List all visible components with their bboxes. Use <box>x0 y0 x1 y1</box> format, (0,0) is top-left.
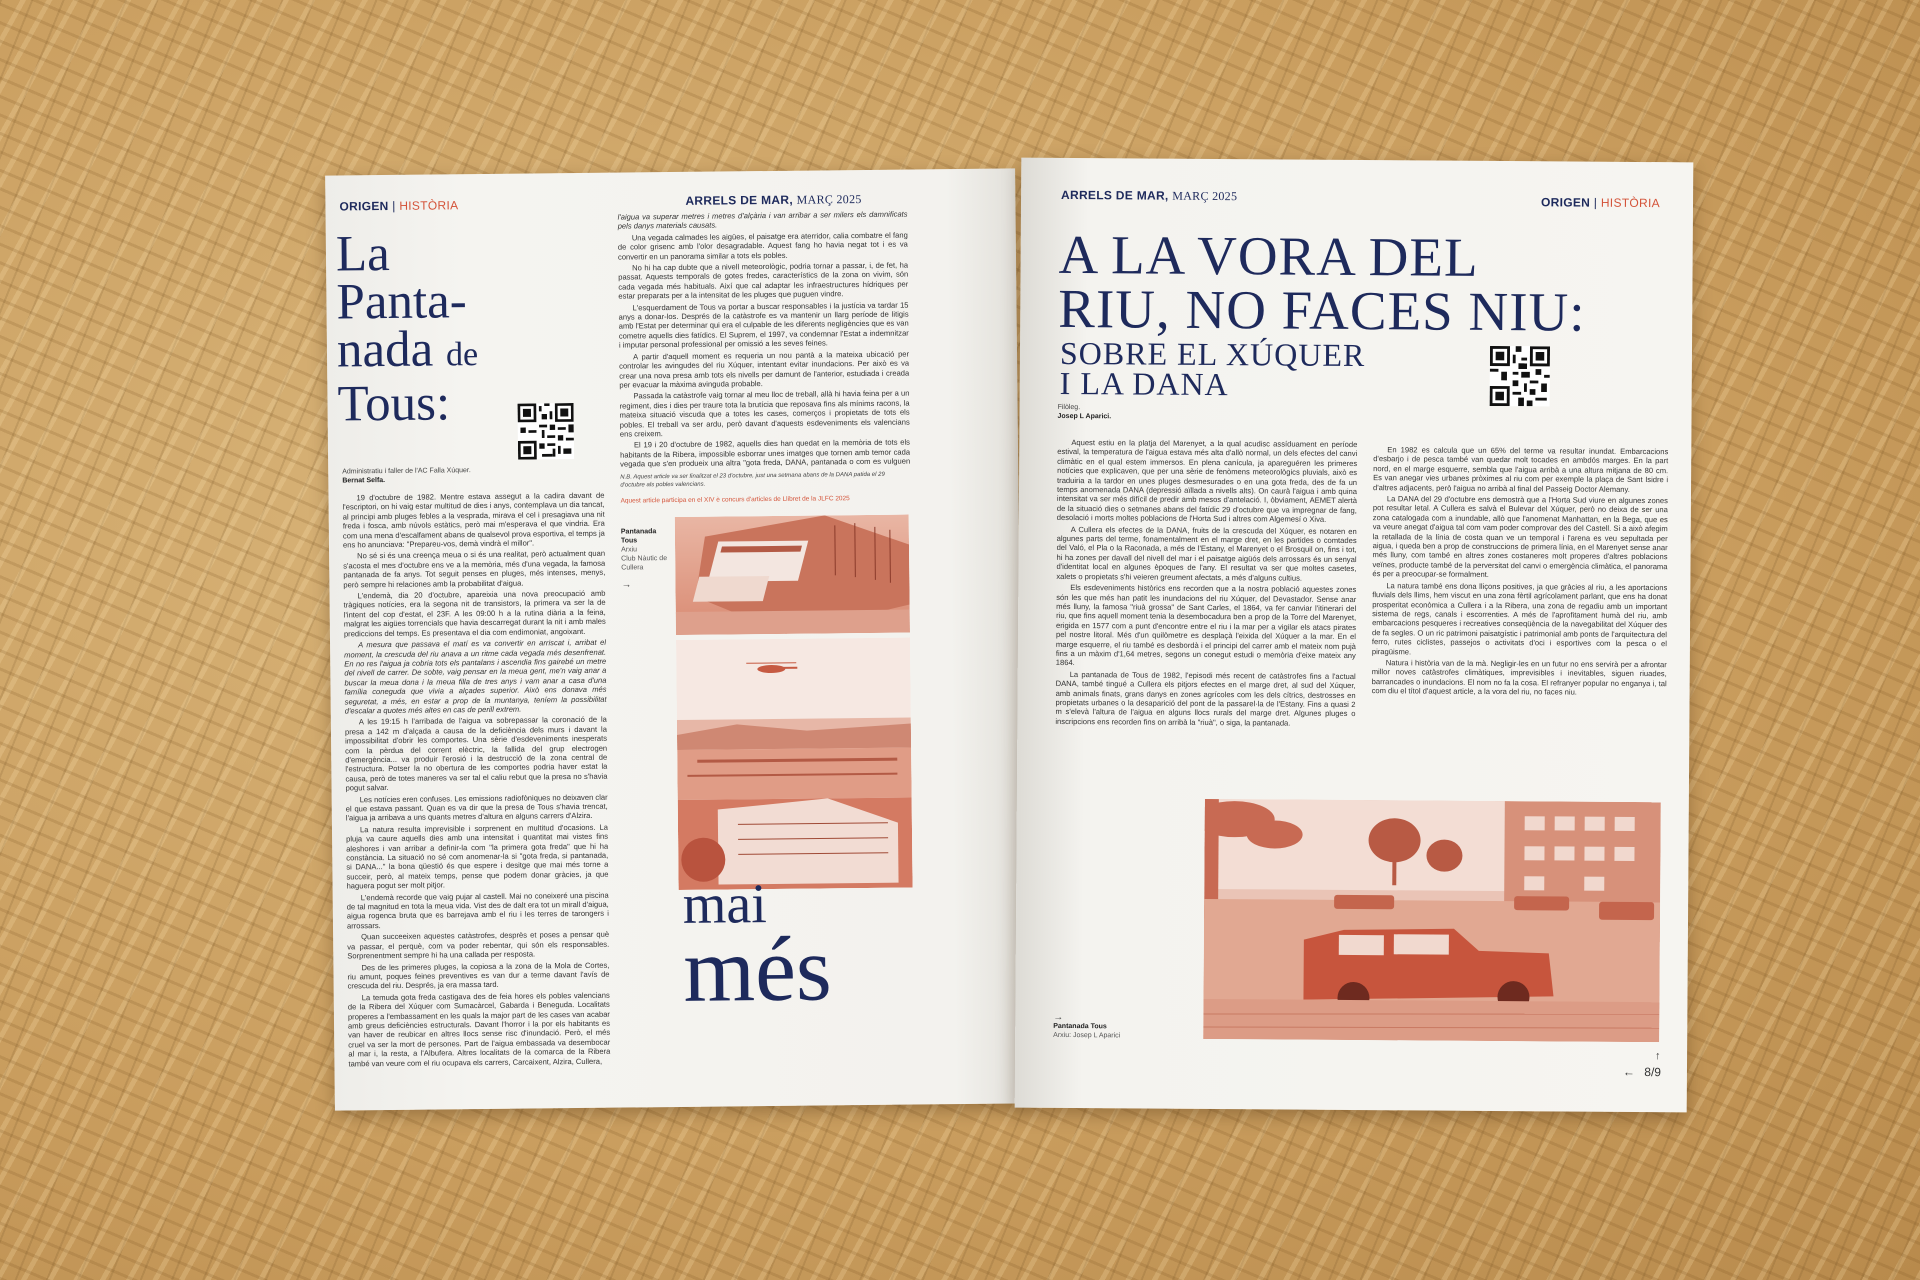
page-number: 8/9 <box>1644 1065 1662 1080</box>
photo-caption: → Pantanada Tous Arxiu: Josep L Aparici <box>1053 1011 1121 1040</box>
article-column-2: En 1982 es calcula que un 65% del terme va resultar inundat. Embarcacions d'esbarjo i de pesca també van quedar molt tocades en ambdós marges. En la part nord, en el marge esquerre, sembla que l'aigua arribà a una altura mitjana de 80 cm. Es van anegar vies urbanes pròximes al riu com per exemple la plaça de Sant Isidre i d'altres adjacents, però l'aigua no arribà al final del Passeig Doctor Alemany. La DANA del 29 d'octubre ens demostrà que a l'Horta Sud viure en algunes zones pot resultar letal. A Cullera es salvà el Bulevar del Xúquer, però no deixa de ser una zona catalogada com a inundable, allò que l'anomenat Manhattan, en la Bega, que es va veure anegat d'aigua tal com vam poder comprovar des del Castell. Si a això afegim la retallada de la línia de costa quan ve un temporal i l'arena es veu sepultada per aigua, i queda ben a prop de construccions de primera línia, en el Marenyet sense anar més lluny, com també en altres zones costaneres molt properes d'altres poblacions veïnes, producte també de la perversitat del canvi o emergència climàtica, el panorama és per a preocupar-se formalment. La natura també ens dona lliçons positives, ja que gràcies al riu, a les aportacions fluvials dels llims, hem viscut en una zona fèrtil agrícolament parlant, que ens ha donat prosperitat econòmica a Cullera i a la Ribera, una zona de regadiu amb un important sistema de regs, canals i escorrenties. A més de l'aprofitament humà del riu, amb embarcacions pesqueres i recreatives conseqüència de la navegabilitat del Xúquer des de fa segles. O un ric patrimoni paisatgístic i patrimonial amb ponts de l'arquitectura del ferro, rutes ciclistes, passejos o activitats d'oci i esportives com la pesca o el piragüisme. Natura i història van de la mà. Negligir-les en un futur no ens servirà per a afrontar millor noves catàstrofes climàtiques, imprevisibles i inevitables, siguen riuades, barrancades o inundacions. El nom no fa la cosa. El refranyer popular no enganya i, tal com diu el títol d'aquest article, a la vora del riu, no faces niu. <box>1371 445 1669 697</box>
arrow-up-icon[interactable]: ↑ <box>1655 1050 1661 1063</box>
flooded-harbour-photo <box>675 515 910 635</box>
page-title: A LA VORA DEL RIU, NO FACES NIU: <box>1058 223 1586 343</box>
author-block: Filòleg. Josep L Aparici. <box>1057 403 1112 421</box>
page-subtitle: SOBRE EL XÚQUER I LA DANA <box>1059 334 1366 403</box>
page-navigation <box>1623 1065 1661 1079</box>
section-label: ORIGEN | HISTÒRIA <box>339 198 459 214</box>
left-page <box>325 168 1025 1110</box>
page-title: La Panta- nada de Tous: <box>335 225 479 433</box>
arrow-left-icon[interactable]: ← <box>1622 1064 1636 1079</box>
author-block: Administratiu i faller de l'AC Falla Xúquer. Bernat Selfa. <box>342 467 471 485</box>
qr-code-icon[interactable] <box>1490 346 1550 406</box>
helicopter-flood-photo <box>676 638 913 890</box>
article-column-1: Aquest estiu en la platja del Marenyet, a la qual acudisc assíduament en període estival, la temperatura de l'aigua estava més alta d'allò normal, un dels efectes del canvi climàtic en el qual estem immersos. En plena canícula, ja apareguéren les primeres notícies que explicaven, que per una sèrie de fenòmens meteorològics pluvials, això es traduiria a la tardor en unes pluges desmesurades o en una gota freda, des de fa un temps anomenada DANA (depressió aïllada a nivells alts). On caurà l'aigua i amb quina intensitat va ser més difícil de predir amb mesos d'antelació. I, òbviament, AEMET alertà de la situació dies o setmanes abans del fatídic 29 d'octubre que va impregnar de fang, desolació i morts moltes poblacions de l'Horta Sud i altres com Algemesí o Xiva. A Cullera els efectes de la DANA, fruits de la crescuda del Xúquer, es notaren en algunes parts del terme, fonamentalment en el marge dret, en les partides o comtades del Való, el Pla o la Raconada, a més de l'Estany, el Marenyet o el Brosquil on, fins i tot, hi ha zones per davall del nivell del mar i el paisatge aigüós dels arrossars és un senyal d'identitat local en algunes èpoques de l'any. El resultat va ser que moltes casetes, xalets o propietats s'hi veieren greument afectats, a més d'alguns cultius. Els esdeveniments històrics ens recorden que a la nostra població aquestes zones són les que més han patit les inundacions del riu Xúquer, del Devastador. Sense anar més lluny, la famosa "riuà grossa" de Sant Carles, el 1864, va fer canviar l'itinerari del riu, que fins aquell moment tenia la desembocadura ben a prop de la Torre del Marenyet, erigida en 1577 com a punt d'encontre entre el riu i la mar per a vigilar els atacs pirates pel nostre litoral. Més d'un quilòmetre es desplaçà l'eixida del Xúquer a la mar. En el marge esquerre, el riu també es desbordà i el principi del carrer amb el mateix nom pujà fins a un màxim d'1,64 metres, segons un conegut estudi o memòria d'eixe mateix any 1864. La pantanada de Tous de 1982, l'episodi més recent de catàstrofes fins a l'actual DANA, també tingué a Cullera els pitjors efectes en el marge dret, al sud del Xúquer, amb animals finats, grans danys en zones agrícoles com les dels cítrics, destrosses en propietats urbanes o la desaparició del pont de la passarel·la de l'Estany. Fins a quasi 2 m s'elevà l'altura de l'aigua en alguns llocs rurals del marge dret. Algunes pluges o inscripcions ens recorden fins on arribà la "riuà", o siga, la pantanada. <box>1055 438 1358 728</box>
photo-caption: Pantanada Tous Arxiu Club Nàutic de Cullera → <box>620 528 668 591</box>
right-page <box>1015 158 1694 1113</box>
article-column-2: l'aigua va superar metres i metres d'alçària i van arribar a ser milers els damnificats pels danys materials causats. Una vegada calmades les aigües, el paisatge era aterridor, calia combatre el fang de color grisenc amb l'olor desagradable. Aquest fang ho havia negat tot i es va convertir en un panorama similar a tots els pobles. No hi ha cap dubte que a nivell meteorològic, podria tornar a passar, i, de fet, ha passat. Aquests temporals de gotes fredes, característics de la zona on vivim, són cada vegada més habituals. Així que cal adaptar les infraestructures hídriques per estar preparats per a la intensitat de les pluges que puguen vindre. L'esquerdament de Tous va portar a buscar responsables i la justícia va tardar 15 anys a donar-los. Després de la catàstrofe es va mantenir un llarg període de litigis amb l'Estat per determinar qui era el culpable de les diferents negligències que es van cometre aquells dies fatídics. El Suprem, el 1997, va condemnar l'Estat a indemnitzar i imputar personal professional per omissió a les seves feines. A partir d'aquell moment es requeria un nou pantà a la mateixa ubicació per controlar les avingudes del riu Xúquer, intentant evitar inundacions. Per això es va crear una nova presa amb tots els nivells per damunt de l'anterior, estudiada i creada per evacuar la màxima avinguda probable. Passada la catàstrofe vaig tornar al meu lloc de treball, allà hi havia feina per a un regiment, dies i dies per traure tota la brutícia que reposava fins als mínims racons, la mateixa situació viscuda que a totes les cases, comerços i propietats de tots els pobles. El treball va ser ardu, però davant d'aquests esdeveniments els valencians ens creixem. El 19 i 20 d'octubre de 1982, aquells dies han quedat en la memòria de tots els habitants de la Ribera, impossible esborrar unes imatges que tornen amb temor cada vegada que s'en produeix una altra "gota freda, DANA, pantanada o com es vulguen <box>617 209 911 469</box>
flooded-street-photo <box>1203 799 1661 1042</box>
tagline-mai: mai <box>682 873 768 936</box>
tagline-mes: més <box>682 917 833 1021</box>
publication-header: ARRELS DE MAR, MARÇ 2025 <box>685 192 862 208</box>
footnote: N.B. Aquest article va ser finalitzat el 23 d'octubre, just una setmana abans de la DANA patida el 29 d'octubre als pobles valencians. <box>620 471 885 489</box>
contest-note: Aquest article participa en el XIV è concurs d'articles de Llibret de la JLFC 2025 <box>620 495 850 505</box>
article-column-1: 19 d'octubre de 1982. Mentre estava assegut a la cadira davant de l'escriptori, on hi vaig estar multitud de dies i anys, contemplava un dia tancat, al principi amb pluges febles a la vesprada, mirava el cel i presagiava una nit freda i fosca, amb núvols estàtics, però mai m'esperava el que vindria. Era com una mena d'escalfament abans de qualsevol prova esportiva, el temps ja ens ho anunciava: "Prepareu-vos, demà vindrà el millor". No sé si és una creença meua o si és una realitat, però actualment quan s'acosta el mes d'octubre ens ve a la memòria, més d'una vegada, la famosa pantanada de fa anys. Tot seguit penses en pluges, més intenses, menys, però sempre hi relaciones amb la probabilitat d'aigua. L'endemà, dia 20 d'octubre, apareixia una nova preocupació amb tràgiques notícies, era la segona nit de transistors, la primera va ser la de l'intent del cop d'estat, el 23F. A les 09:00 h a la rutina diària a la feina, malgrat les aigües torrencials que havia descarregat durant la nit i amb males prediccions del temps. Es presentava el dia com endimoniat, angoixant. A mesura que passava el matí es va convertir en arriscat i, arribat el moment, la crescuda del riu anava a un ritme cada vegada més desenfrenat. En no res l'aigua ja cobria tots els pantalans i ascendia fins gairebé un metre del nivell de carrer. De sobte, vaig pensar en la meua gent, me'n vaig anar a buscar la meua dona i la meua filla de tres anys i vam anar a casa d'una família coneguda que vivia a alçades superior. Això ens donava més seguretat, a més, en estar a prop de la muntanya, teníem la possibilitat d'escalar a quotes més altes en cas de perill extrem. A les 19:15 h l'arribada de l'aigua va sobrepassar la coronació de la presa a 142 m d'alçada a causa de la deficiència dels murs i davant la impossibilitat d'obrir les comportes. Una sèrie d'esdeveniments inesperats com la pèrdua del corrent elèctric, la fallida del grup electrogen d'emergència... va produir l'erosió i la destrucció de la zona central de l'estructura. Potser la no obertura de les comportes podria haver estat la causa, però de totes maneres va ser tal el caliu rebut que la presa no s'havia pogut salvar. Les notícies eren confuses. Les emissions radiofòniques no deixaven clar el que estava passant. Quan es va dir que la presa de Tous s'havia trencat, l'aigua ja arribava a uns quants metres d'altura en alguns carrers d'Alzira. La natura resulta imprevisible i sorprenent en multitud d'ocasions. La pluja va caure aquells dies amb una intensitat i quantitat mai vistes fins aleshores i van arribar a definir-la com "la primera gota freda" que hi ha constància. La situació no sé com anomenar-la si "gota freda, si pantanada, si DANA..." la bona qüestió és que espere i desitge que mai més torne a succeir, però, al mateix temps, pense que podem donar gràcies, ja que haguera pogut ser molt pitjor. L'endemà recorde que vaig pujar al castell. Mai no coneixeré una piscina de tal magnitud en tota la meua vida. Vist des de dalt era tot un mirall d'aigua, aigua rogenca bruta que es barrejava amb el riu i les terres de tarongers i arrossars. Quan succeeixen aquestes catàstrofes, desprès et poses a pensar què va passar, el perquè, com va poder rebentar, qui són els responsables. Sorprenentment sempre hi ha una callada per resposta. Des de les primeres pluges, la copiosa a la zona de la Mola de Cortes, riu amunt, poques feines preventives es van dur a terme davant l'avís de crescuda del riu. Després, ja era massa tard. La temuda gota freda castigava des de feia hores els pobles valencians de la Ribera del Xúquer com Sumacàrcel, Gabarda i Beneguda. Localitats properes a l'embassament en les quals la major part de les cases van acabar amb greus deficiències estructurals. Davant l'horror i la por els habitants es van haver de reubicar en altres llocs sense risc d'inundació. Però, el més cruel va ser la mort de persones. Part de l'aigua embassada va desembocar al mar i, la resta, a l'Albufera. Altres localitats de la comarca de la Ribera també van veure com el riu ocupava els carrers, Carcaixent, Alzira, Cullera, <box>342 490 611 1069</box>
section-label: ORIGEN | HISTÒRIA <box>1540 195 1660 211</box>
qr-code-icon[interactable] <box>518 403 575 460</box>
publication-header: ARRELS DE MAR, MARÇ 2025 <box>1061 187 1238 204</box>
